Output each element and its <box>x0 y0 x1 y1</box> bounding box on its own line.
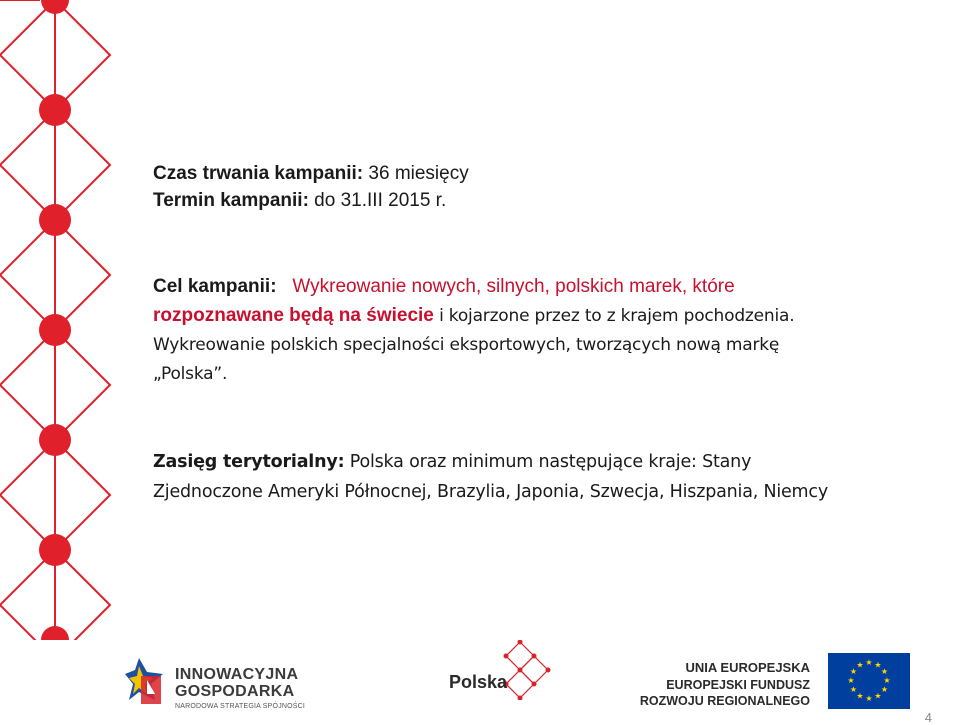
svg-text:★: ★ <box>856 691 864 701</box>
term-label: Termin kampanii: <box>153 190 309 211</box>
svg-text:★: ★ <box>874 691 882 701</box>
svg-text:★: ★ <box>880 667 889 676</box>
svg-text:★: ★ <box>849 667 858 676</box>
diamond-chain-decoration <box>0 0 130 640</box>
polska-logo <box>445 640 555 710</box>
territory-line-2: Zjednoczone Ameryki Północnej, Brazylia, Japonia, Szwecja, Hiszpania, Niemcy <box>153 482 828 502</box>
goal-label: Cel kampanii: <box>153 276 277 297</box>
goal-line-3: Wykreowanie polskich specjalności eksportowych, tworzących nową markę <box>153 335 780 355</box>
territory-label: Zasięg terytorialny: <box>153 452 345 472</box>
duration-value: 36 miesięcy <box>363 163 469 184</box>
campaign-duration-block <box>153 160 943 214</box>
svg-text:★: ★ <box>865 658 873 667</box>
ig-logo-line-3: NARODOWA STRATEGIA SPÓJNOŚCI <box>175 703 306 710</box>
polska-kite-icon <box>500 640 560 700</box>
svg-text:★: ★ <box>856 660 864 670</box>
polska-logo-text: Polska <box>449 672 508 692</box>
eu-flag-icon <box>828 653 910 709</box>
page-number: 4 <box>924 710 932 725</box>
goal-line-1 <box>153 272 943 301</box>
eu-logo <box>639 650 940 725</box>
innowacyjna-gospodarka-logo <box>125 648 315 708</box>
svg-text:★: ★ <box>865 694 873 703</box>
ig-logo-line-2: GOSPODARKA <box>175 683 295 700</box>
territory-rest-1: Polska oraz minimum następujące kraje: Stany <box>344 452 752 472</box>
goal-highlight-1: Wykreowanie nowych, silnych, polskich marek, które <box>292 276 735 297</box>
eu-logo-line-3: ROZWOJU REGIONALNEGO <box>639 694 810 708</box>
goal-highlight-2: rozpoznawane będą na świecie <box>153 305 434 326</box>
goal-line-2 <box>153 301 943 331</box>
term-line <box>153 187 943 214</box>
goal-line-4: „Polska”. <box>153 364 228 384</box>
eu-logo-line-1: UNIA EUROPEJSKA <box>685 660 810 675</box>
duration-line <box>153 160 943 187</box>
footer <box>0 640 960 725</box>
goal-rest-2: i kojarzone przez to z krajem pochodzenia. <box>433 306 795 326</box>
svg-text:★: ★ <box>880 685 889 694</box>
eu-stars <box>828 653 910 709</box>
svg-text:★: ★ <box>847 676 855 685</box>
ig-star-icon <box>125 654 171 710</box>
svg-text:★: ★ <box>883 676 891 685</box>
campaign-goal-block <box>153 272 943 389</box>
territory-line-1 <box>153 447 943 477</box>
term-value: do 31.III 2015 r. <box>308 190 447 211</box>
svg-text:★: ★ <box>849 685 858 694</box>
duration-label: Czas trwania kampanii: <box>153 163 364 184</box>
eu-logo-line-2: EUROPEJSKI FUNDUSZ <box>666 678 810 692</box>
ig-logo-line-1: INNOWACYJNA <box>175 666 299 683</box>
svg-text:★: ★ <box>874 660 882 670</box>
territory-block <box>153 447 943 507</box>
